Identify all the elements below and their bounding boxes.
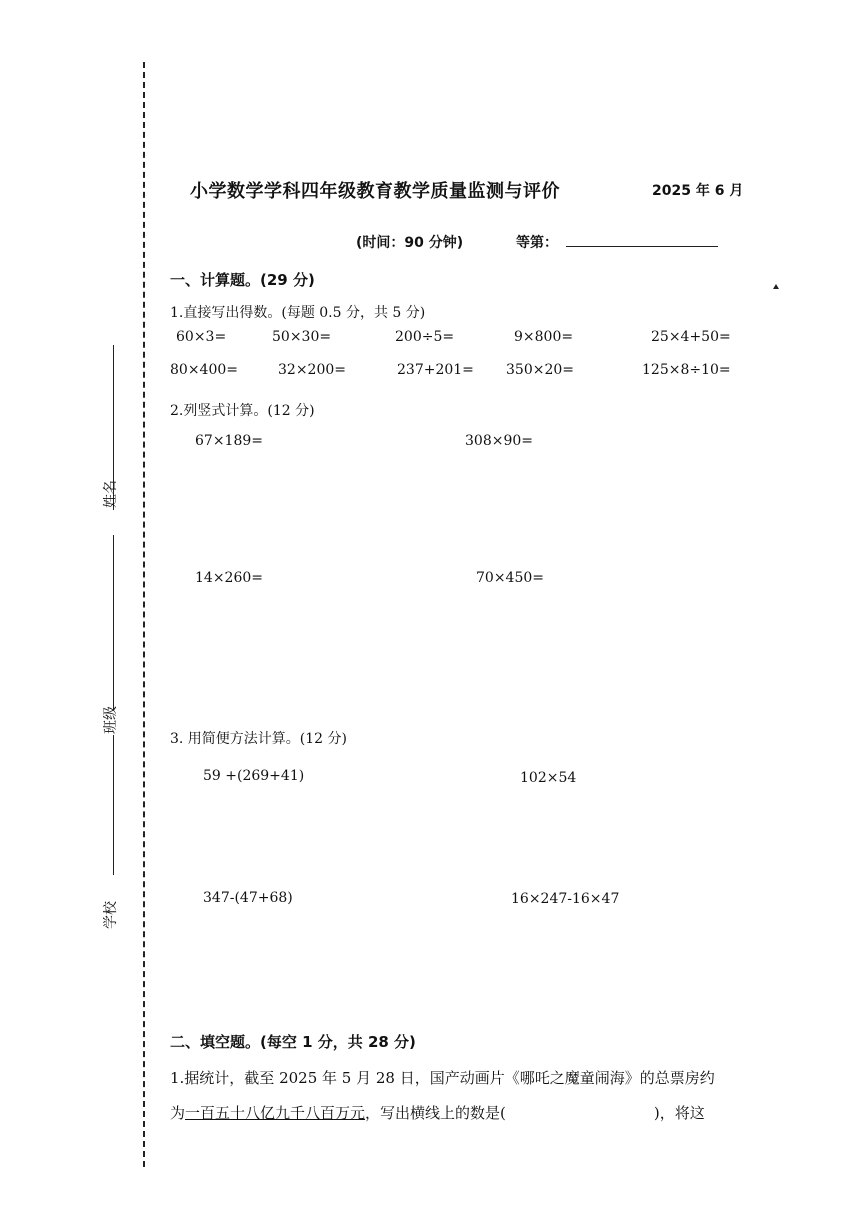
fill-q1-underlined-number: 一百五十八亿九千八百万元 bbox=[185, 1104, 366, 1122]
oral-calc-item: 125×8÷10= bbox=[642, 362, 731, 378]
section2-heading: 二、填空题。(每空 1 分，共 28 分) bbox=[170, 1033, 416, 1051]
simplified-calc-item: 16×247-16×47 bbox=[511, 891, 620, 907]
vertical-calc-item: 67×189= bbox=[195, 433, 263, 449]
exam-date: 2025 年 6 月 bbox=[652, 183, 744, 199]
fill-q1-prefix: 为 bbox=[170, 1104, 186, 1122]
q3-label: 3. 用简便方法计算。(12 分) bbox=[170, 731, 347, 747]
oral-calc-item: 350×20= bbox=[506, 362, 574, 378]
vertical-calc-item: 14×260= bbox=[195, 570, 263, 586]
school-label: 学校 bbox=[103, 901, 119, 929]
q1-label: 1.直接写出得数。(每题 0.5 分，共 5 分) bbox=[170, 305, 426, 321]
simplified-calc-item: 102×54 bbox=[520, 770, 577, 786]
oral-calc-item: 200÷5= bbox=[395, 329, 455, 345]
school-field-line bbox=[113, 735, 114, 875]
fill-q1-suffix: )，将这 bbox=[653, 1104, 705, 1122]
class-field-line bbox=[113, 535, 114, 710]
q2-label: 2.列竖式计算。(12 分) bbox=[170, 403, 315, 419]
simplified-calc-item: 59 +(269+41) bbox=[203, 768, 305, 784]
oral-calc-item: 32×200= bbox=[278, 362, 346, 378]
oral-calc-item: 50×30= bbox=[272, 329, 332, 345]
oral-calc-item: 80×400= bbox=[170, 362, 238, 378]
vertical-calc-item: 308×90= bbox=[465, 433, 533, 449]
fill-q1-mid: ，写出横线上的数是( bbox=[365, 1104, 506, 1122]
oral-calc-item: 25×4+50= bbox=[651, 329, 731, 345]
class-label: 班级 bbox=[103, 706, 119, 734]
oral-calc-item: 237+201= bbox=[397, 362, 474, 378]
binding-dashed-line bbox=[143, 62, 145, 1167]
fill-q1-line1: 1.据统计，截至 2025 年 5 月 28 日，国产动画片《哪吒之魔童闹海》的总票房约 bbox=[170, 1069, 715, 1087]
vertical-calc-item: 70×450= bbox=[476, 570, 544, 586]
simplified-calc-item: 347-(47+68) bbox=[203, 890, 293, 906]
name-label: 姓名 bbox=[103, 480, 119, 508]
oral-calc-item: 60×3= bbox=[176, 329, 227, 345]
exam-time: (时间：90 分钟) bbox=[356, 235, 464, 251]
oral-calc-item: 9×800= bbox=[514, 329, 574, 345]
grade-label: 等第： bbox=[516, 235, 558, 251]
page-marker-triangle bbox=[773, 284, 779, 289]
fill-q1-line2 bbox=[170, 1102, 705, 1123]
grade-blank-line[interactable] bbox=[566, 246, 718, 247]
section1-heading: 一、计算题。(29 分) bbox=[170, 271, 315, 289]
page-title: 小学数学学科四年级教育教学质量监测与评价 bbox=[190, 181, 560, 202]
